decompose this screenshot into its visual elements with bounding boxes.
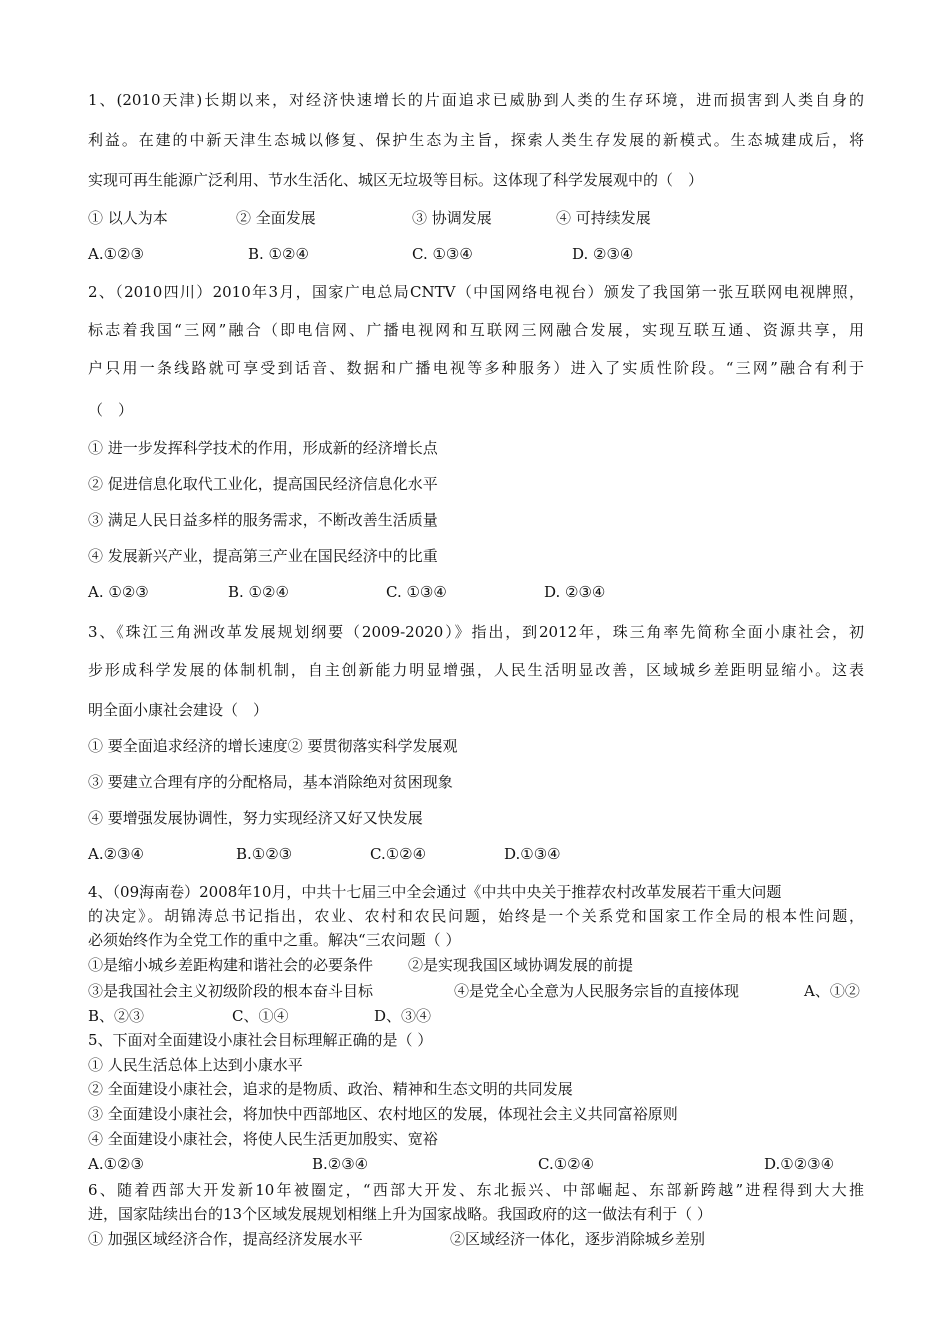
q5-stem: 5、下面对全面建设小康社会目标理解正确的是（ ）	[88, 1031, 433, 1049]
q1-option-d[interactable]: D. ②③④	[572, 245, 634, 263]
q2-line-2: 标志着我国“三网”融合（即电信网、广播电视网和互联网三网融合发展，实现互联互通、资源共享，用	[88, 321, 864, 339]
q2-statement-2: ② 促进信息化取代工业化，提高国民经济信息化水平	[88, 475, 438, 493]
q4-option-d[interactable]: D、③④	[374, 1007, 432, 1025]
q2-line-4: （ ）	[88, 401, 134, 419]
q4-statement-2: ②是实现我国区域协调发展的前提	[408, 956, 634, 974]
q3-option-d[interactable]: D.①③④	[504, 845, 561, 863]
q5-option-c[interactable]: C.①②④	[538, 1155, 595, 1173]
q4-option-a[interactable]: A、①②	[804, 982, 860, 1000]
q2-option-b[interactable]: B. ①②④	[228, 583, 289, 601]
q4-statement-4: ④是党全心全意为人民服务宗旨的直接体现	[454, 982, 740, 1000]
q5-option-d[interactable]: D.①②③④	[764, 1155, 835, 1173]
q5-option-b[interactable]: B.②③④	[312, 1155, 369, 1173]
q3-option-b[interactable]: B.①②③	[236, 845, 293, 863]
q2-line-3: 户只用一条线路就可享受到话音、数据和广播电视等多种服务）进入了实质性阶段。“三网”融合有利于	[88, 359, 864, 377]
q4-line-1: 4、（09海南卷）2008年10月，中共十七届三中全会通过《中共中央关于推荐农村改革发展若干重大问题	[88, 883, 782, 901]
q3-statement-3: ④ 要增强发展协调性，努力实现经济又好又快发展	[88, 809, 423, 827]
q3-line-1: 3、《珠江三角洲改革发展规划纲要（2009-2020）》指出，到2012年，珠三角率先简称全面小康社会，初	[88, 623, 864, 641]
q1-statement-3: ③ 协调发展	[412, 209, 492, 227]
q4-line-2: 的决定》。胡锦涛总书记指出，农业、农村和农民问题，始终是一个关系党和国家工作全局的根本性问题，	[88, 907, 864, 925]
q3-line-3: 明全面小康社会建设（ ）	[88, 701, 269, 719]
q5-statement-4: ④ 全面建设小康社会，将使人民生活更加殷实、宽裕	[88, 1130, 438, 1148]
q5-option-a[interactable]: A.①②③	[88, 1155, 144, 1173]
q6-line-1: 6、随着西部大开发新10年被圈定，“西部大开发、东北振兴、中部崛起、东部新跨越”进程得到大大推	[88, 1181, 864, 1199]
q4-statement-1: ①是缩小城乡差距构建和谐社会的必要条件	[88, 956, 374, 974]
q3-line-2: 步形成科学发展的体制机制，自主创新能力明显增强，人民生活明显改善，区域城乡差距明显缩小。这表	[88, 661, 864, 679]
q2-line-1: 2、（2010四川）2010年3月，国家广电总局CNTV（中国网络电视台）颁发了我国第一张互联网电视牌照，	[88, 283, 864, 301]
q3-statement-1: ① 要全面追求经济的增长速度② 要贯彻落实科学发展观	[88, 737, 458, 755]
q6-statement-2: ②区域经济一体化，逐步消除城乡差别	[450, 1230, 706, 1248]
q2-statement-4: ④ 发展新兴产业，提高第三产业在国民经济中的比重	[88, 547, 438, 565]
q1-option-b[interactable]: B. ①②④	[248, 245, 309, 263]
q6-statement-1: ① 加强区域经济合作，提高经济发展水平	[88, 1230, 363, 1248]
q1-line-3: 实现可再生能源广泛利用、节水生活化、城区无垃圾等目标。这体现了科学发展观中的（ ）	[88, 171, 704, 189]
q4-line-3: 必须始终作为全党工作的重中之重。解决“三农问题（ ）	[88, 931, 461, 949]
q1-statement-4: ④ 可持续发展	[556, 209, 651, 227]
q1-statement-1: ① 以人为本	[88, 209, 168, 227]
q1-option-a[interactable]: A.①②③	[88, 245, 144, 263]
q5-statement-3: ③ 全面建设小康社会，将加快中西部地区、农村地区的发展，体现社会主义共同富裕原则	[88, 1105, 678, 1123]
q2-option-a[interactable]: A. ①②③	[88, 583, 149, 601]
q3-option-a[interactable]: A.②③④	[88, 845, 144, 863]
q2-statement-3: ③ 满足人民日益多样的服务需求，不断改善生活质量	[88, 511, 438, 529]
q2-statement-1: ① 进一步发挥科学技术的作用，形成新的经济增长点	[88, 439, 438, 457]
q3-option-c[interactable]: C.①②④	[370, 845, 427, 863]
q6-line-2: 进，国家陆续出台的13个区域发展规划相继上升为国家战略。我国政府的这一做法有利于（ ）	[88, 1205, 712, 1223]
q5-statement-1: ① 人民生活总体上达到小康水平	[88, 1056, 303, 1074]
q1-statement-2: ② 全面发展	[236, 209, 316, 227]
q4-option-c[interactable]: C、①④	[232, 1007, 289, 1025]
q5-statement-2: ② 全面建设小康社会，追求的是物质、政治、精神和生态文明的共同发展	[88, 1080, 573, 1098]
q1-line-1: 1、(2010天津)长期以来，对经济快速增长的片面追求已威胁到人类的生存环境，进而损害到人类自身的	[88, 91, 864, 109]
q2-option-d[interactable]: D. ②③④	[544, 583, 606, 601]
q4-statement-3: ③是我国社会主义初级阶段的根本奋斗目标	[88, 982, 374, 1000]
q4-option-b[interactable]: B、②③	[88, 1007, 145, 1025]
q2-option-c[interactable]: C. ①③④	[386, 583, 447, 601]
q1-option-c[interactable]: C. ①③④	[412, 245, 473, 263]
q1-line-2: 利益。在建的中新天津生态城以修复、保护生态为主旨，探索人类生存发展的新模式。生态城建成后，将	[88, 131, 864, 149]
q3-statement-2: ③ 要建立合理有序的分配格局，基本消除绝对贫困现象	[88, 773, 453, 791]
